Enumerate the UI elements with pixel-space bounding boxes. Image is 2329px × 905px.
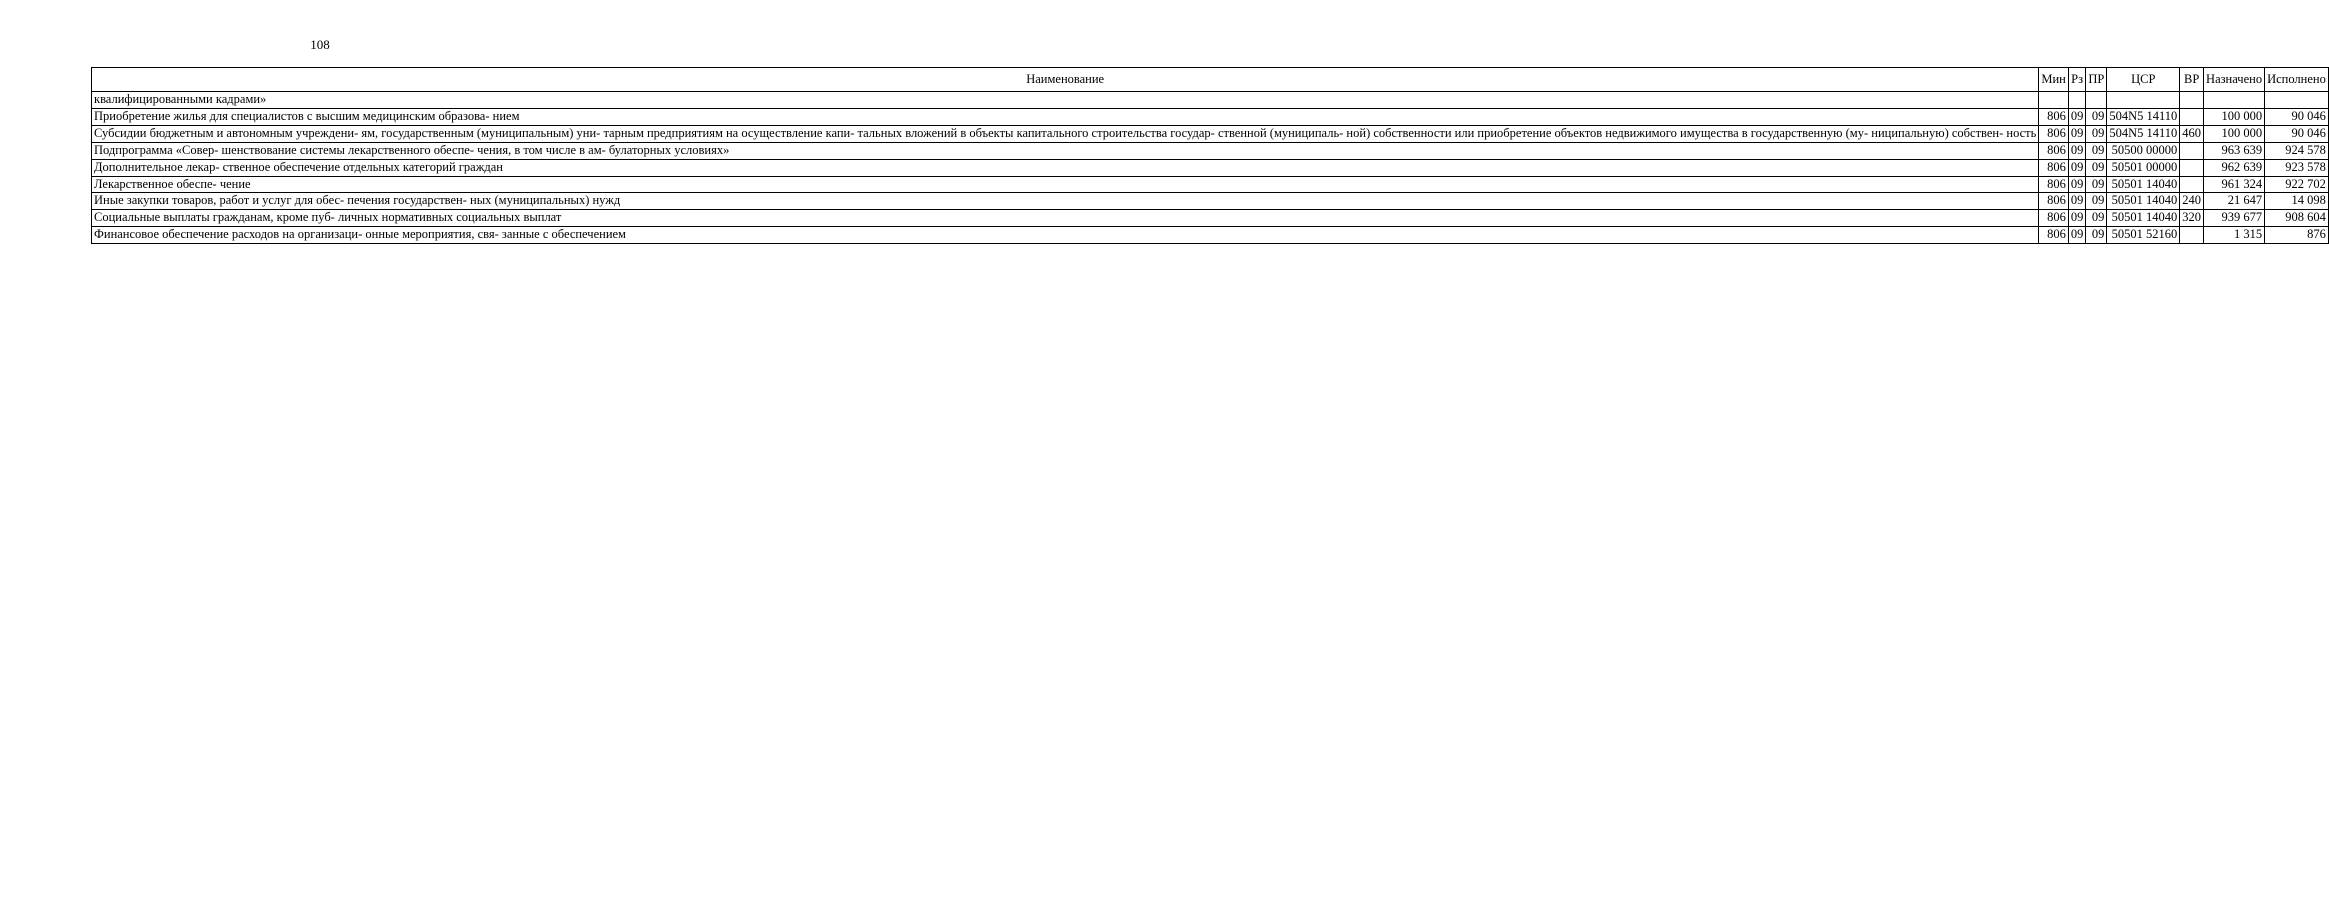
- table-row: [92, 176, 2329, 193]
- row-vr: [2180, 142, 2204, 159]
- row-pr: [2086, 92, 2107, 109]
- row-vr: [2180, 108, 2204, 125]
- row-vr: 320: [2180, 210, 2204, 227]
- row-name: квалифицированными кадрами»: [92, 92, 2039, 109]
- row-name: Подпрограмма «Совер- шенствование системы лекарственного обеспе- чения, в том числе в ам- булаторных условиях»: [92, 142, 2039, 159]
- table-row: [92, 142, 2329, 159]
- row-name: Дополнительное лекар- ственное обеспечение отдельных категорий граждан: [92, 159, 2039, 176]
- row-name: Субсидии бюджетным и автономным учреждени- ям, государственным (муниципальным) уни- тарным предприятиям на осуществление капи- тальных вложений в объекты капитального строительства государ- ственной (муниципаль- ной) собственности или приобретение объектов недвижимого имущества в государственную (му- ниципальную) собствен- ность: [92, 125, 2039, 142]
- row-naznacheno: [2204, 92, 2265, 109]
- table-row: [92, 92, 2329, 109]
- column-header-csr: ЦСР: [2107, 68, 2180, 92]
- row-naznacheno: 100 000: [2204, 108, 2265, 125]
- page-number: 108: [310, 37, 330, 52]
- row-pr: 09: [2086, 176, 2107, 193]
- row-name: Приобретение жилья для специалистов с высшим медицинским образова- нием: [92, 108, 2039, 125]
- column-header-naznacheno: Назначено: [2204, 68, 2265, 92]
- row-name: Иные закупки товаров, работ и услуг для обес- печения государствен- ных (муниципальных) нужд: [92, 193, 2039, 210]
- row-naznacheno: 100 000: [2204, 125, 2265, 142]
- row-min: 806: [2039, 159, 2069, 176]
- row-rz: 09: [2068, 159, 2086, 176]
- table-row: [92, 193, 2329, 210]
- row-ispolneno: [2265, 92, 2329, 109]
- table-row: [92, 108, 2329, 125]
- row-ispolneno: 876: [2265, 227, 2329, 244]
- row-ispolneno: 924 578: [2265, 142, 2329, 159]
- table-row: [92, 227, 2329, 244]
- row-ispolneno: 923 578: [2265, 159, 2329, 176]
- table-row: [92, 125, 2329, 142]
- row-csr: 504N5 14110: [2107, 108, 2180, 125]
- row-ispolneno: 90 046: [2265, 108, 2329, 125]
- row-rz: 09: [2068, 125, 2086, 142]
- row-pr: 09: [2086, 108, 2107, 125]
- row-min: 806: [2039, 176, 2069, 193]
- row-rz: [2068, 92, 2086, 109]
- row-naznacheno: 939 677: [2204, 210, 2265, 227]
- row-rz: 09: [2068, 210, 2086, 227]
- row-vr: 460: [2180, 125, 2204, 142]
- row-min: 806: [2039, 142, 2069, 159]
- row-pr: 09: [2086, 227, 2107, 244]
- row-vr: [2180, 92, 2204, 109]
- row-rz: 09: [2068, 142, 2086, 159]
- row-vr: [2180, 227, 2204, 244]
- row-min: 806: [2039, 125, 2069, 142]
- row-naznacheno: 961 324: [2204, 176, 2265, 193]
- row-naznacheno: 963 639: [2204, 142, 2265, 159]
- row-vr: [2180, 159, 2204, 176]
- column-header-min: Мин: [2039, 68, 2069, 92]
- row-pr: 09: [2086, 159, 2107, 176]
- row-pr: 09: [2086, 125, 2107, 142]
- row-csr: 504N5 14110: [2107, 125, 2180, 142]
- row-min: 806: [2039, 210, 2069, 227]
- row-ispolneno: 908 604: [2265, 210, 2329, 227]
- budget-table: [91, 67, 2329, 244]
- column-header-name: Наименование: [92, 68, 2039, 92]
- row-pr: 09: [2086, 193, 2107, 210]
- row-naznacheno: 21 647: [2204, 193, 2265, 210]
- column-header-ispolneno: Исполнено: [2265, 68, 2329, 92]
- row-name: Социальные выплаты гражданам, кроме пуб- личных нормативных социальных выплат: [92, 210, 2039, 227]
- column-header-rz: Рз: [2068, 68, 2086, 92]
- column-header-vr: ВР: [2180, 68, 2204, 92]
- row-ispolneno: 922 702: [2265, 176, 2329, 193]
- row-vr: 240: [2180, 193, 2204, 210]
- row-naznacheno: 962 639: [2204, 159, 2265, 176]
- row-rz: 09: [2068, 193, 2086, 210]
- row-vr: [2180, 176, 2204, 193]
- row-pr: 09: [2086, 210, 2107, 227]
- row-min: 806: [2039, 193, 2069, 210]
- row-pr: 09: [2086, 142, 2107, 159]
- row-ispolneno: 14 098: [2265, 193, 2329, 210]
- row-min: 806: [2039, 227, 2069, 244]
- row-rz: 09: [2068, 108, 2086, 125]
- row-min: 806: [2039, 108, 2069, 125]
- row-ispolneno: 90 046: [2265, 125, 2329, 142]
- row-rz: 09: [2068, 227, 2086, 244]
- row-csr: 50501 14040: [2107, 193, 2180, 210]
- table-row: [92, 210, 2329, 227]
- row-naznacheno: 1 315: [2204, 227, 2265, 244]
- row-min: [2039, 92, 2069, 109]
- table-header-row: [92, 68, 2329, 92]
- table-row: [92, 159, 2329, 176]
- column-header-pr: ПР: [2086, 68, 2107, 92]
- row-csr: 50501 14040: [2107, 176, 2180, 193]
- row-name: Финансовое обеспечение расходов на организаци- онные мероприятия, свя- занные с обеспечением: [92, 227, 2039, 244]
- row-csr: 50501 52160: [2107, 227, 2180, 244]
- row-csr: 50501 14040: [2107, 210, 2180, 227]
- row-csr: 50500 00000: [2107, 142, 2180, 159]
- row-name: Лекарственное обеспе- чение: [92, 176, 2039, 193]
- row-csr: 50501 00000: [2107, 159, 2180, 176]
- row-rz: 09: [2068, 176, 2086, 193]
- row-csr: [2107, 92, 2180, 109]
